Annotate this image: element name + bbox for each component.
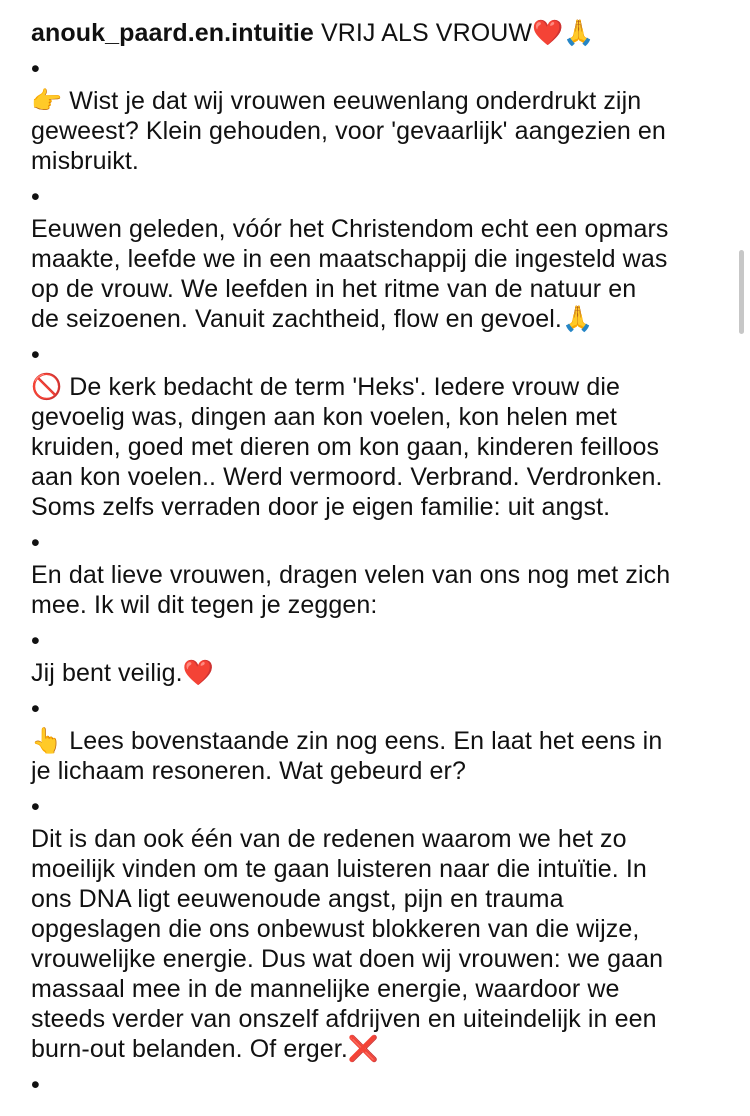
text-line: geweest? Klein gehouden, voor 'gevaarlijk' aangezien en (31, 117, 666, 145)
text-line: aan kon voelen.. Werd vermoord. Verbrand. Verdronken. (31, 463, 663, 491)
cross-mark-icon: ❌ (347, 1035, 380, 1063)
bullet-separator: • (31, 55, 40, 83)
text-line: vrouwelijke energie. Dus wat doen wij vrouwen: we gaan (31, 945, 664, 973)
text-line: mee. Ik wil dit tegen je zeggen: (31, 591, 378, 619)
text-line: steeds verder van onszelf afdrijven en uiteindelijk in een (31, 1005, 657, 1033)
text-line: kruiden, goed met dieren om kon gaan, kinderen feilloos (31, 433, 660, 461)
bullet-separator: • (31, 1071, 40, 1099)
text-line: Lees bovenstaande zin nog eens. En laat het eens in (69, 727, 663, 755)
text-line: En dat lieve vrouwen, dragen velen van ons nog met zich (31, 561, 671, 589)
text-line: massaal mee in de mannelijke energie, waardoor we (31, 975, 620, 1003)
prohibited-icon: 🚫 (31, 373, 63, 401)
text-line: Wist je dat wij vrouwen eeuwenlang onderdrukt zijn (69, 87, 642, 115)
text-line: Eeuwen geleden, vóór het Christendom echt een opmars (31, 215, 669, 243)
text-line: Dit is dan ook één van de redenen waarom we het zo (31, 825, 627, 853)
paragraph-2 (31, 214, 731, 334)
text-line: misbruikt. (31, 147, 139, 175)
paragraph-1 (31, 86, 731, 176)
bullet-separator: • (31, 341, 40, 369)
text-line: je lichaam resoneren. Wat gebeurd er? (31, 757, 466, 785)
bullet-separator: • (31, 529, 40, 557)
text-line: opgeslagen die ons onbewust blokkeren van die wijze, (31, 915, 640, 943)
bullet-separator: • (31, 183, 40, 211)
praying-hands-icon: 🙏 (561, 305, 594, 333)
text-line: moeilijk vinden om te gaan luisteren naar die intuïtie. In (31, 855, 647, 883)
caption-header (31, 18, 731, 48)
text-line: de seizoenen. Vanuit zachtheid, flow en gevoel. (31, 305, 562, 333)
bullet-separator: • (31, 695, 40, 723)
paragraph-5 (31, 658, 731, 688)
pointing-up-icon: 👆 (31, 727, 63, 755)
bullet-separator: • (31, 793, 40, 821)
text-line: gevoelig was, dingen aan kon voelen, kon helen met (31, 403, 617, 431)
text-line: Jij bent veilig. (31, 659, 183, 687)
paragraph-7 (31, 824, 731, 1064)
bullet-separator: • (31, 627, 40, 655)
post-title: VRIJ ALS VROUW (320, 19, 533, 47)
text-line: burn-out belanden. Of erger. (31, 1035, 348, 1063)
text-line: ons DNA ligt eeuwenoude angst, pijn en trauma (31, 885, 564, 913)
paragraph-3 (31, 372, 731, 522)
text-line: maakte, leefde we in een maatschappij die ingesteld was (31, 245, 668, 273)
text-line: Soms zelfs verraden door je eigen familie: uit angst. (31, 493, 611, 521)
heart-pray-emoji-icon: ❤️🙏 (532, 19, 595, 47)
post-caption (31, 18, 731, 1102)
scrollbar-thumb[interactable] (739, 250, 744, 334)
heart-icon: ❤️ (182, 659, 214, 687)
pointing-right-icon: 👉 (31, 87, 63, 115)
text-line: De kerk bedacht de term 'Heks'. Iedere vrouw die (69, 373, 620, 401)
paragraph-4 (31, 560, 731, 620)
username-link[interactable]: anouk_paard.en.intuitie (31, 19, 314, 47)
paragraph-6 (31, 726, 731, 786)
text-line: op de vrouw. We leefden in het ritme van de natuur en (31, 275, 637, 303)
